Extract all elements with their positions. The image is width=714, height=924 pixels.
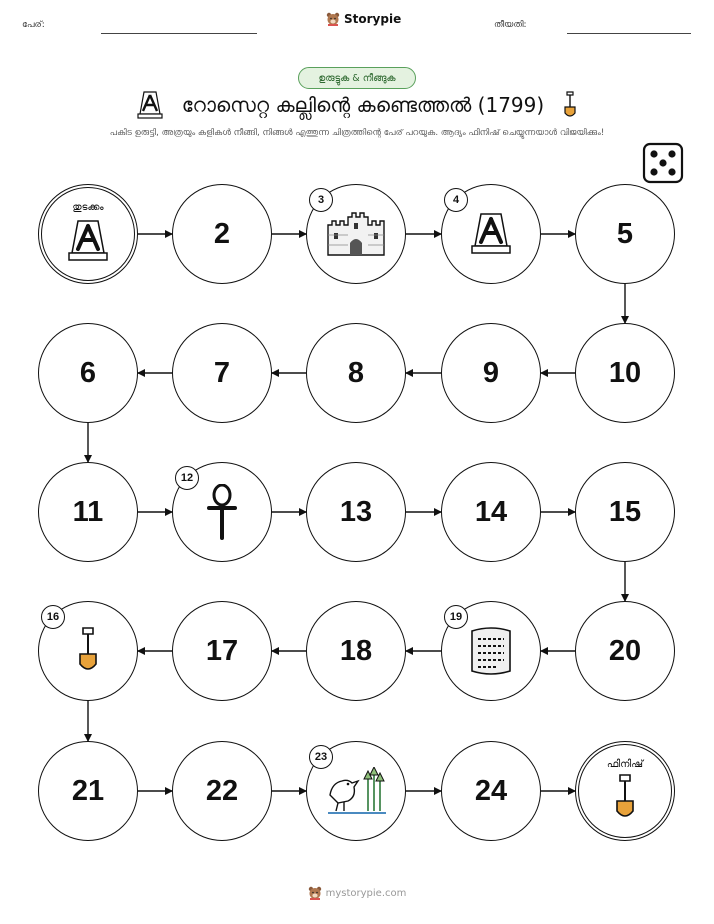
board-space[interactable] (172, 184, 272, 284)
space-number: 2 (213, 217, 231, 250)
space-number: 14 (474, 495, 508, 528)
ankh-icon (207, 484, 237, 540)
rosetta-stone-icon (469, 210, 513, 258)
castle-icon (324, 211, 388, 257)
space-number: 15 (608, 495, 642, 528)
board-space[interactable] (575, 462, 675, 562)
space-number: 5 (616, 217, 634, 250)
space-number: 13 (339, 495, 373, 528)
board-space[interactable] (38, 462, 138, 562)
space-number: 22 (205, 774, 239, 807)
space-number: 11 (72, 495, 104, 528)
board-space[interactable] (38, 184, 138, 284)
board-space[interactable] (575, 323, 675, 423)
board-space[interactable] (441, 462, 541, 562)
board-space[interactable] (306, 323, 406, 423)
board-space[interactable] (38, 741, 138, 841)
tablet-icon (466, 625, 516, 677)
bird-papyrus-icon (324, 767, 388, 815)
board-space[interactable] (575, 601, 675, 701)
board-space[interactable] (38, 323, 138, 423)
rosetta-stone-icon (66, 217, 110, 265)
space-number: 8 (347, 356, 365, 389)
space-number: 17 (205, 634, 239, 667)
page-title: റോസെറ്റ കല്ലിന്റെ കണ്ടെത്തൽ (1799) (181, 93, 545, 117)
date-label: തീയതി: (494, 20, 527, 30)
space-number: 18 (339, 634, 373, 667)
space-number: 21 (71, 774, 105, 807)
space-number-badge: 3 (309, 188, 333, 212)
board-space[interactable] (441, 741, 541, 841)
space-number-badge: 12 (175, 466, 199, 490)
space-number-badge: 4 (444, 188, 468, 212)
board-space[interactable] (172, 601, 272, 701)
space-number: 20 (608, 634, 642, 667)
board-space[interactable] (306, 601, 406, 701)
game-type-tag: ഉരുട്ടുക & നീങ്ങുക (298, 67, 416, 89)
board-space[interactable] (172, 741, 272, 841)
shovel-icon (613, 773, 637, 823)
space-number-badge: 23 (309, 745, 333, 769)
space-number: 7 (213, 356, 231, 389)
brand-name: Storypie (344, 12, 402, 26)
start-label: തുടക്കം (72, 202, 104, 213)
instructions: പകിട ഉരുട്ടി, അത്രയും കളികൾ നീങ്ങി, നിങ്ങൾ എത്തുന്ന ചിത്രത്തിന്റെ പേര് പറയുക. ആദ്യം ഫിനിഷ് ചെയ്യുന്നയാൾ വിജയിക്കും! (109, 128, 605, 138)
board-space[interactable] (306, 462, 406, 562)
board-space[interactable] (172, 323, 272, 423)
board-space[interactable] (575, 184, 675, 284)
footer (0, 886, 714, 900)
space-number: 6 (79, 356, 97, 389)
footer-url[interactable]: mystorypie.com (325, 887, 407, 899)
space-number: 24 (474, 774, 508, 807)
shovel-icon (76, 626, 100, 676)
space-number-badge: 16 (41, 605, 65, 629)
name-label: പേര്: (22, 20, 45, 30)
finish-label: ഫിനിഷ് (606, 759, 644, 770)
space-number: 9 (482, 356, 500, 389)
bear-logo-icon (308, 886, 322, 900)
board-space[interactable] (575, 741, 675, 841)
board-space[interactable] (441, 323, 541, 423)
space-number-badge: 19 (444, 605, 468, 629)
space-number: 10 (608, 356, 642, 389)
